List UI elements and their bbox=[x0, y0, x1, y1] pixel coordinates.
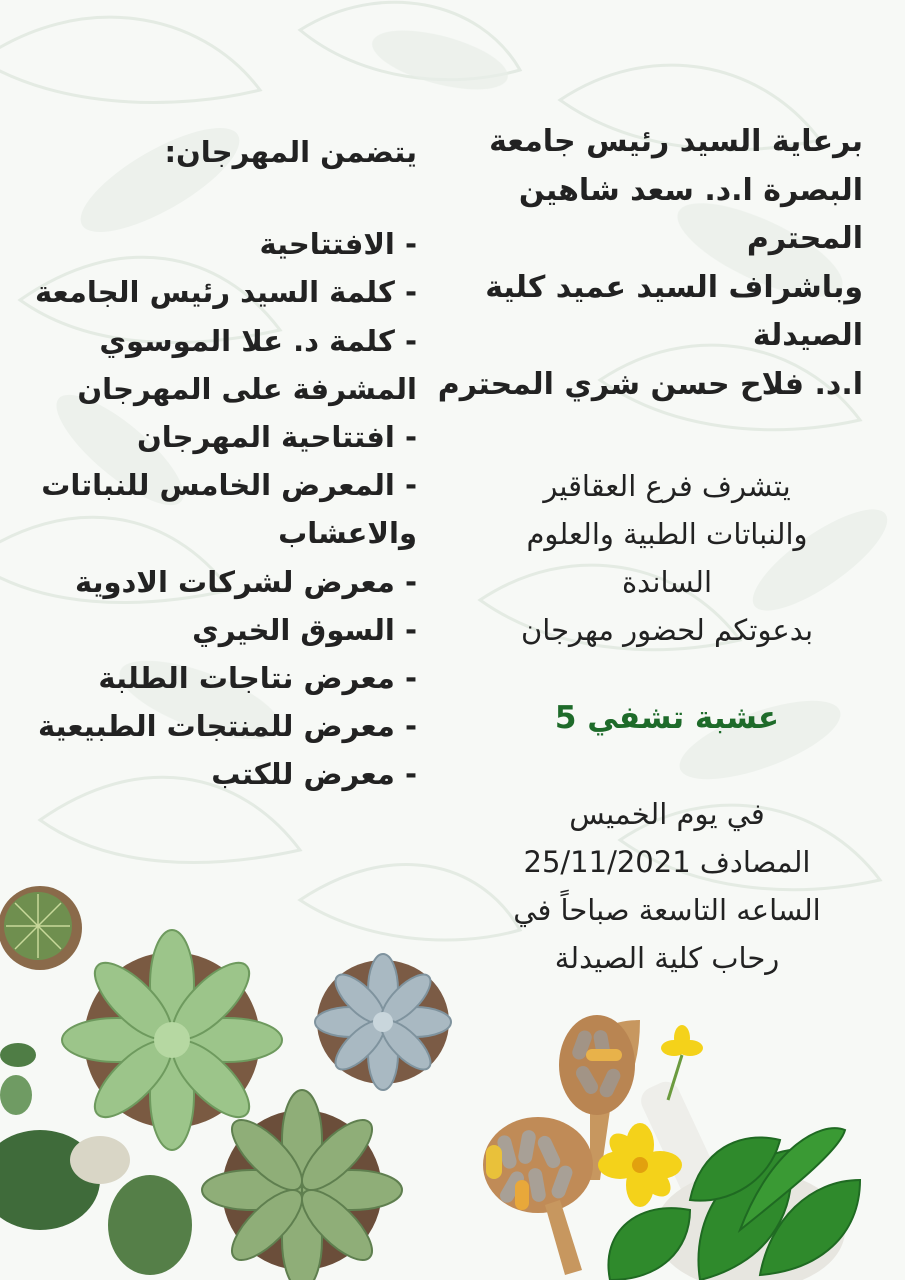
invitation-line: والنباتات الطبية والعلوم bbox=[526, 517, 808, 551]
schedule-line: في يوم الخميس bbox=[569, 797, 765, 831]
program-item: - السوق الخيري bbox=[192, 612, 417, 647]
patronage-line: وباشراف السيد عميد كلية bbox=[485, 269, 863, 305]
program-item: المشرفة على المهرجان bbox=[77, 371, 417, 406]
invitation-line: يتشرف فرع العقاقير bbox=[543, 469, 791, 503]
succulent-plant-icon bbox=[62, 930, 282, 1150]
program-item: - معرض لشركات الادوية bbox=[75, 564, 417, 599]
patronage-line: البصرة ا.د. سعد شاهين bbox=[518, 172, 863, 208]
invitation-line: بدعوتكم لحضور مهرجان bbox=[520, 613, 814, 647]
patronage-line: المحترم bbox=[746, 221, 863, 256]
succulent-plant-icon bbox=[202, 1090, 402, 1280]
program-item: - معرض للمنتجات الطبيعية bbox=[37, 709, 417, 744]
invitation-line: الساندة bbox=[621, 565, 713, 599]
patronage-line: برعاية السيد رئيس جامعة bbox=[489, 124, 863, 159]
schedule-line: رحاب كلية الصيدلة bbox=[554, 941, 780, 975]
patronage-line: الصيدلة bbox=[752, 318, 863, 353]
schedule-line: المصادف 25/11/2021 bbox=[523, 845, 811, 879]
program-item: - كلمة السيد رئيس الجامعة bbox=[34, 275, 417, 310]
patronage-line: ا.د. فلاح حسن شري المحترم bbox=[437, 366, 863, 402]
program-item: - معرض للكتب bbox=[211, 757, 417, 792]
program-item: والاعشاب bbox=[278, 516, 417, 551]
program-item: - معرض نتاجات الطلبة bbox=[98, 661, 417, 696]
program-item: - افتتاحية المهرجان bbox=[136, 420, 417, 455]
echeveria-plant-icon bbox=[315, 954, 451, 1090]
cactus-pot-icon bbox=[0, 886, 82, 970]
program-item: - المعرض الخامس للنباتات bbox=[41, 468, 417, 503]
program-item: - الافتتاحية bbox=[259, 227, 417, 262]
schedule-line: الساعه التاسعة صباحاً في bbox=[513, 893, 821, 927]
program-heading: يتضمن المهرجان: bbox=[164, 135, 417, 169]
event-name: عشبة تشفي 5 bbox=[554, 700, 780, 736]
program-item: - كلمة د. علا الموسوي bbox=[99, 323, 417, 358]
